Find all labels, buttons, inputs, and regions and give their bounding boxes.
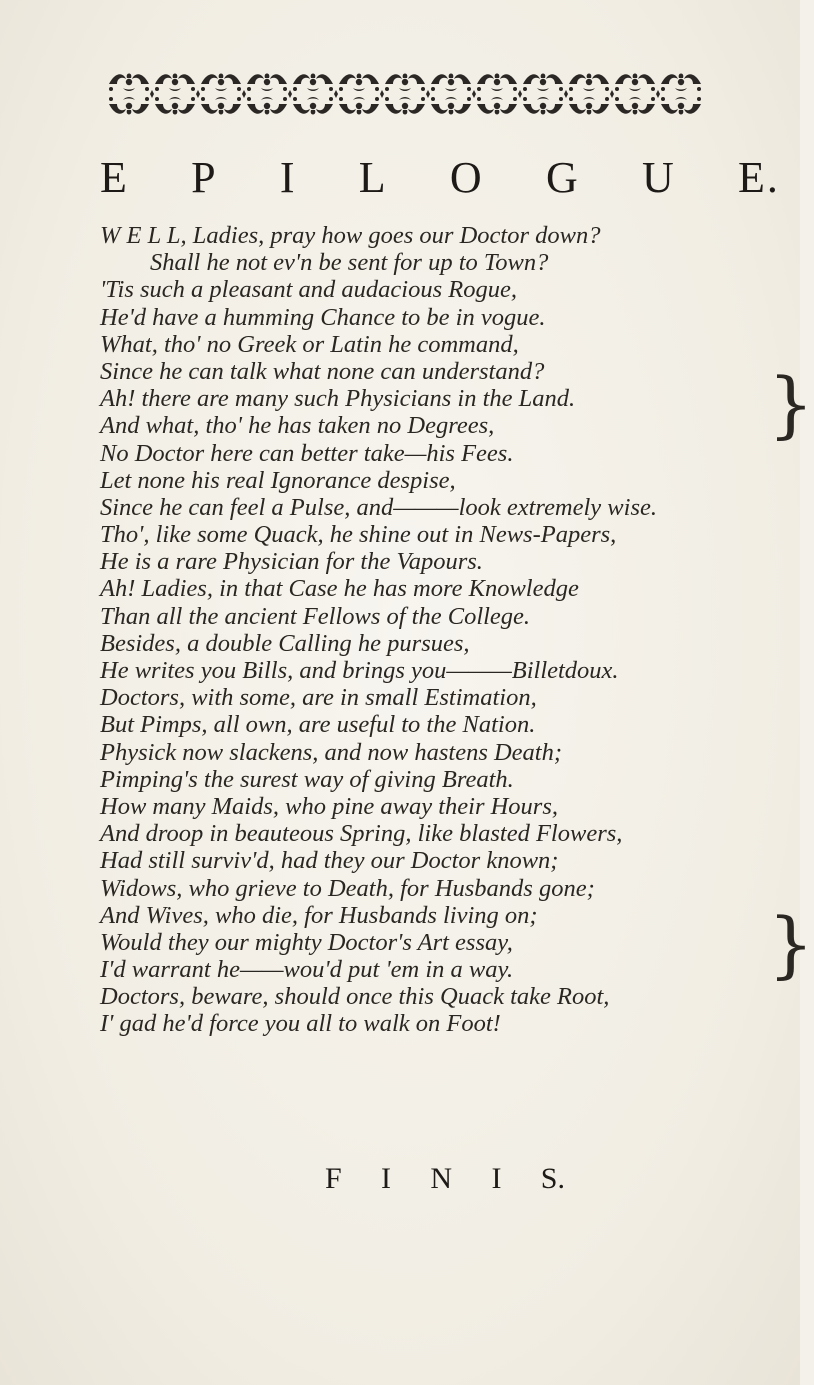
poem-line: Besides, a double Calling he pursues, bbox=[100, 629, 470, 657]
triplet-brace-icon: } bbox=[768, 362, 814, 446]
poem-line: Tho', like some Quack, he shine out in News-Papers, bbox=[100, 521, 617, 549]
heading-letter: E. bbox=[738, 153, 780, 202]
poem-line: Ah! there are many such Physicians in the Land. bbox=[100, 385, 576, 413]
poem-line: Let none his real Ignorance despise, bbox=[100, 466, 456, 494]
heading-letter: O bbox=[449, 153, 484, 202]
poem-line: Widows, who grieve to Death, for Husbands gone; bbox=[100, 874, 595, 902]
poem-line: Had still surviv'd, had they our Doctor known; bbox=[100, 847, 559, 875]
poem-line: And droop in beauteous Spring, like blasted Flowers, bbox=[100, 820, 623, 848]
poem-line: Ah! Ladies, in that Case he has more Knowledge bbox=[100, 575, 579, 603]
heading-letter: L bbox=[358, 153, 388, 202]
poem-line: And Wives, who die, for Husbands living on; bbox=[100, 901, 538, 929]
epilogue-poem bbox=[100, 222, 790, 1038]
finis-letter: F bbox=[325, 1162, 342, 1195]
heading-letter: G bbox=[545, 153, 580, 202]
heading-letter: I bbox=[279, 153, 297, 202]
poem-line: 'Tis such a pleasant and audacious Rogue, bbox=[100, 276, 517, 304]
poem-line: I' gad he'd force you all to walk on Foot! bbox=[100, 1010, 501, 1038]
poem-line: How many Maids, who pine away their Hours, bbox=[100, 792, 558, 820]
triplet-brace-icon: } bbox=[768, 902, 814, 986]
heading-letter: P bbox=[191, 153, 218, 202]
poem-line: Doctors, with some, are in small Estimation, bbox=[100, 684, 537, 712]
poem-line: He is a rare Physician for the Vapours. bbox=[100, 548, 483, 576]
poem-line: Physick now slackens, and now hastens Death; bbox=[100, 738, 563, 766]
poem-line: Would they our mighty Doctor's Art essay, bbox=[100, 928, 513, 956]
finis-letter: N bbox=[430, 1162, 453, 1195]
poem-line: What, tho' no Greek or Latin he command, bbox=[100, 330, 519, 358]
heading-letter: E bbox=[100, 153, 129, 202]
epilogue-heading bbox=[100, 152, 780, 202]
heading-letter: U bbox=[641, 153, 676, 202]
poem-line: Since he can talk what none can understand? bbox=[100, 357, 545, 385]
poem-line: He writes you Bills, and brings you———Billetdoux. bbox=[100, 657, 619, 684]
poem-line: I'd warrant he——wou'd put 'em in a way. bbox=[100, 956, 514, 984]
poem-line: No Doctor here can better take—his Fees. bbox=[100, 439, 514, 467]
poem-line: Shall he not ev'n be sent for up to Town? bbox=[150, 249, 549, 277]
poem-line: Pimping's the surest way of giving Breath. bbox=[100, 765, 514, 793]
poem-line: He'd have a humming Chance to be in vogue. bbox=[100, 303, 546, 331]
finis-letter: I bbox=[491, 1162, 502, 1195]
finis-heading bbox=[325, 1162, 565, 1196]
poem-line: Than all the ancient Fellows of the College. bbox=[100, 602, 531, 630]
poem-line: Since he can feel a Pulse, and———look extremely wise. bbox=[100, 493, 657, 521]
finis-letter: I bbox=[381, 1162, 392, 1195]
finis-letter: S. bbox=[540, 1162, 565, 1195]
printers-ornament-icon bbox=[106, 70, 708, 120]
poem-line: W E L L, Ladies, pray how goes our Doctor down? bbox=[100, 222, 601, 249]
poem-line: But Pimps, all own, are useful to the Nation. bbox=[100, 711, 536, 739]
poem-line: Doctors, beware, should once this Quack take Root, bbox=[100, 983, 610, 1011]
poem-line: And what, tho' he has taken no Degrees, bbox=[100, 412, 495, 440]
